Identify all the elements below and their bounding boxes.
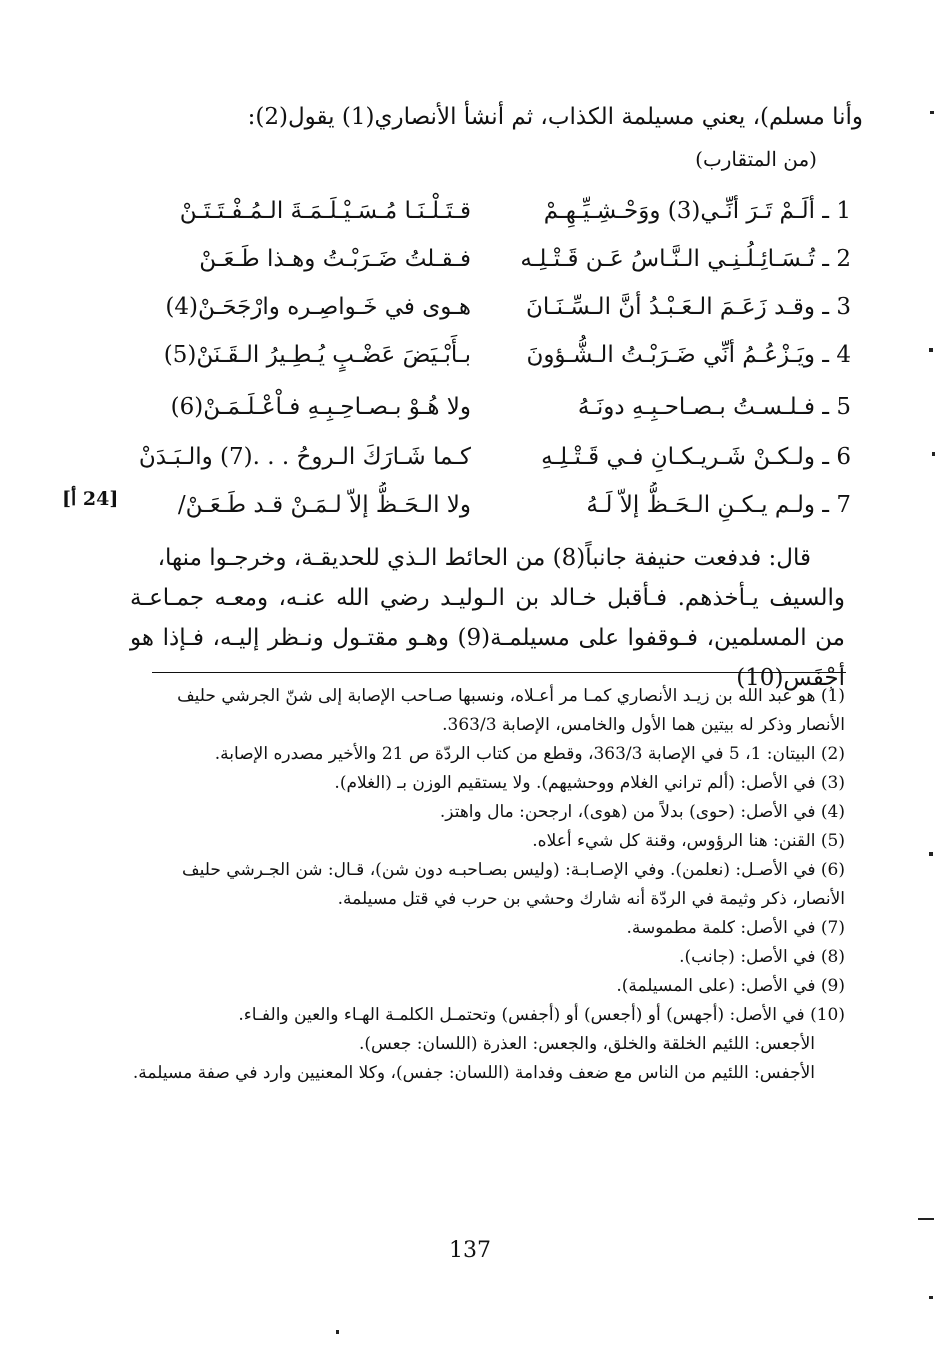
scan-speck xyxy=(929,348,933,352)
scan-speck xyxy=(929,1296,933,1299)
verse-second-hemistich: ولا هُـوْ بـصـاحِـبِـهِ فـاْعْـلَـمَـنْ(6) xyxy=(170,394,471,420)
verse-1 xyxy=(0,188,941,234)
verse-6 xyxy=(0,434,941,480)
page-number: 137 xyxy=(449,1238,491,1263)
prose-first-line: قال: فدفعت حنيفة جانباً(8) من الحائط الـذي للحديقـة، وخرجـوا منها، xyxy=(157,545,811,571)
verse-2 xyxy=(0,236,941,282)
verse-first-hemistich: 4 ـ ويَـزْعُـمُ أنِّي ضَـرَبْـتُ الـشُّـؤونَ xyxy=(526,342,851,368)
poem-meter-label: (من المتقارب) xyxy=(695,147,817,171)
scan-speck xyxy=(918,1218,934,1220)
footnote-10-definition-b: الأجفس: اللئيم من الناس مع ضعف وفدامة (اللسان: جفس)، وكلا المعنيين وارد في صفة مسيلمة. xyxy=(132,1063,815,1083)
verse-second-hemistich: بـأَبْـيَضَ عَضْـبٍ يُـطِـيرُ الـقَـنَنْ(5) xyxy=(163,342,471,368)
footnote-8: (8) في الأصل: (جانب). xyxy=(679,947,845,967)
footnote-10: (10) في الأصل: (أجهس) أو (أجعس) أو (أجفس) وتحتمـل الكلمـة الهـاء والعين والفـاء. xyxy=(238,1005,845,1025)
footnote-10-definition-a: الأجعس: اللئيم الخلقة والخلق، والجعس: العذرة (اللسان: جعس). xyxy=(358,1034,815,1054)
verse-second-hemistich: فـقـلتُ ضَـرَبْـتُ وهـذا طَـعَـنْ xyxy=(199,246,471,272)
scan-speck xyxy=(932,452,935,456)
prose-paragraph xyxy=(130,538,845,698)
footnote-5: (5) القنن: هنا الرؤوس، وقنة كل شيء أعلاه. xyxy=(532,831,845,851)
verse-3 xyxy=(0,284,941,330)
intro-line: وأنا مسلم)، يعني مسيلمة الكذاب، ثم أنشأ الأنصاري(1) يقول(2): xyxy=(247,104,863,130)
verse-first-hemistich: 5 ـ فـلـسـتُ بـصـاحـبِـهِ دونَـهُ xyxy=(577,394,851,420)
verse-second-hemistich: قـتَـلْـنَـا مُـسَـيْـلَـمَـةَ الـمُـفْـتَـتَـنْ xyxy=(179,198,471,224)
verse-first-hemistich: 7 ـ ولـم يـكـنِ الـحَـظُّ إلاّ لَـهُ xyxy=(586,492,851,518)
scan-speck xyxy=(929,852,933,856)
verse-first-hemistich: 1 ـ ألَـمْ تَـرَ أنِّـي(3) ووَحْـشِـيِّـهِـمْ xyxy=(543,198,851,224)
verse-7 xyxy=(0,482,941,528)
scan-speck xyxy=(930,111,934,114)
verse-4 xyxy=(0,332,941,378)
verse-second-hemistich: هـوى في خَـواصِـره وارْجَحَـنْ(4) xyxy=(165,294,471,320)
folio-marker: [24 أ] xyxy=(62,488,119,510)
footnote-2: (2) البيتان: 1، 5 في الإصابة 363/3، وقطع من كتاب الردّة ص 21 والأخير مصدره الإصابة. xyxy=(214,744,845,764)
footnote-4: (4) في الأصل: (حوى) بدلاً من (هوى)، ارجحن: مال واهتز. xyxy=(439,802,845,822)
footnote-7: (7) في الأصل: كلمة مطموسة. xyxy=(626,918,845,938)
poem xyxy=(0,188,941,528)
verse-second-hemistich: كـما شَـارَكَ الـروحُ . . .(7) والـبَـدَنْ xyxy=(138,444,471,470)
footnote-separator xyxy=(152,672,846,673)
footnote-6: (6) في الأصـل: (نعلمن). وفي الإصـابـة: (وليس بصـاحبـه دون شن)، قـال: شن الجـرشي حليف الأنصار، ذكر وثيمة في الردّة أنه شارك وحشي بن حرب في قتل مسيلمة. xyxy=(182,860,845,909)
verse-first-hemistich: 2 ـ تُـسَـائِـلُـنِـي الـنَّـاسُ عَـن قَـتْـلِـه xyxy=(520,246,851,272)
verse-first-hemistich: 6 ـ ولـكـنْ شَـريـكـانِ فـي قَـتْـلِـهِ xyxy=(541,444,851,470)
scan-speck xyxy=(336,1330,339,1334)
prose-continuation: والسيف يـأخذهم. فـأقبل خـالد بن الـوليـد رضي الله عنـه، ومعـه جمـاعـة من المسلمين، فـوقفوا على مسيلمـة(9) وهـو مقتـول ونـظر إليـه، فـإذا هو أجْفَس(10) xyxy=(130,585,845,691)
verse-second-hemistich: ولا الـحَـظُّ إلاّ لـمَـنْ قـد طَـعَـنْ/ xyxy=(177,492,471,518)
verse-5 xyxy=(0,384,941,430)
footnotes xyxy=(130,682,845,1088)
footnote-1: (1) هو عبد الله بن زيـد الأنصاري كمـا مر أعـلاه، ونسبها صـاحب الإصابة إلى شنّ الجرشي حليف الأنصار وذكر له بيتين هما الأول والخامس، الإصابة 363/3. xyxy=(177,686,845,735)
verse-first-hemistich: 3 ـ وقـد زَعَـمَ الـعَـبْـدُ أنَّ الـسِّـنَـانَ xyxy=(525,294,851,320)
footnote-9: (9) في الأصل: (على المسيلمة). xyxy=(616,976,845,996)
footnote-3: (3) في الأصل: (ألم تراني الغلام ووحشيهم). ولا يستقيم الوزن بـ (الغلام). xyxy=(334,773,845,793)
